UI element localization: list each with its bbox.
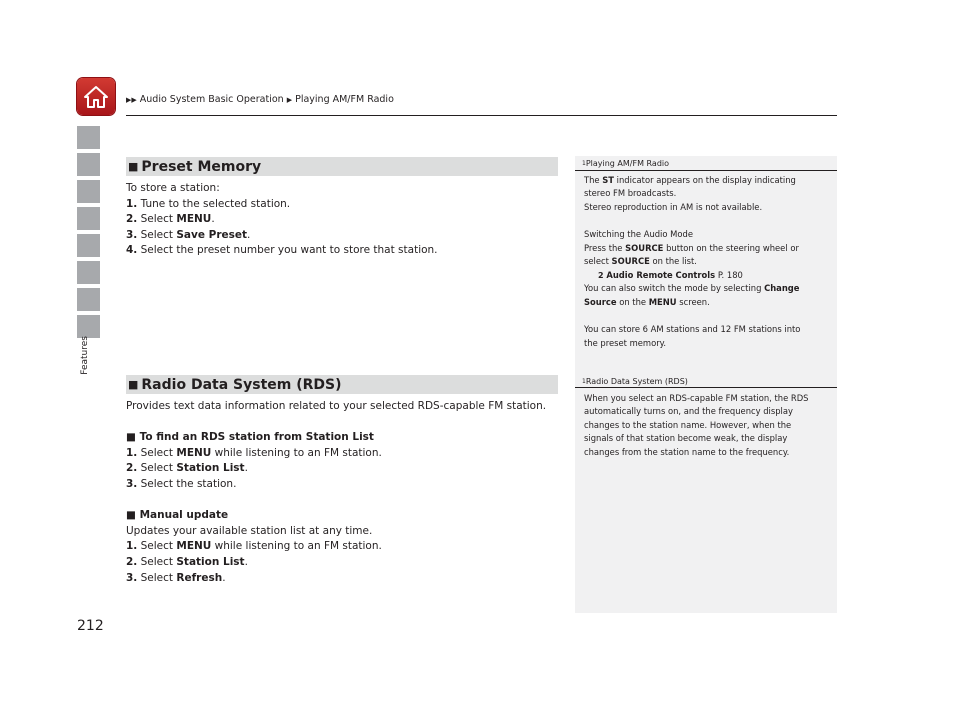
step: 1. Select MENU while listening to an FM station. (126, 446, 382, 459)
black-square-icon: ■ (126, 431, 140, 444)
black-square-icon: ■ (128, 378, 139, 391)
step: 3. Select the station. (126, 477, 237, 490)
note-marker-icon: 1 (582, 160, 586, 167)
reference-arrow-icon: 2 (598, 270, 607, 280)
black-square-icon: ■ (126, 509, 140, 522)
double-arrow-icon: ▶▶ (126, 95, 137, 104)
sub-heading: ■ To find an RDS station from Station List (126, 431, 374, 444)
intro-text: Updates your available station list at any time. (126, 524, 373, 537)
sub-heading: ■ Manual update (126, 509, 229, 522)
side-tab (77, 180, 100, 203)
breadcrumb (126, 94, 394, 105)
intro-text: To store a station: (126, 182, 220, 194)
rds-body (126, 399, 546, 586)
reference-link[interactable]: 2 Audio Remote Controls P. 180 (598, 269, 743, 280)
side-tab (77, 207, 100, 230)
step: 2. Select Station List. (126, 555, 248, 568)
note-playing-am-fm: $^1$Playing AM/FM Radio The ST indicator appears on the display indicating stereo FM broadcasts. Stereo reproduction in AM is not available. Switching the Audio Mode Press the SOURCE button on the steering wheel or select SOURCE on the list. 2 Audio Remote Controls P. 180 You can also switch the mode by selecting Change Source on the MENU screen. You can store 6 AM stations and 12 FM stations into the preset memory. (582, 157, 832, 350)
note-rule (575, 387, 837, 388)
section-title: Preset Memory (141, 158, 262, 175)
side-label: Features (80, 336, 90, 375)
step: 3. Select Refresh. (126, 571, 226, 584)
note-title: $^1$Playing AM/FM Radio (582, 159, 670, 168)
page-number: 212 (77, 618, 104, 634)
black-square-icon: ■ (128, 160, 139, 173)
side-tab (77, 234, 100, 257)
step: 3. Select Save Preset. (126, 228, 251, 241)
side-tab (77, 288, 100, 311)
breadcrumb-item[interactable]: Audio System Basic Operation (139, 94, 284, 105)
side-tab-active (77, 315, 100, 338)
side-tab (77, 126, 100, 149)
home-icon (83, 85, 109, 109)
step: 1. Tune to the selected station. (126, 197, 291, 210)
section-heading-preset (126, 157, 558, 176)
side-tab (77, 261, 100, 284)
arrow-icon: ▶ (286, 95, 293, 104)
note-marker-icon: 1 (582, 378, 586, 385)
header-rule (126, 115, 837, 116)
section-title: Radio Data System (RDS) (141, 376, 342, 393)
note-rds: $^1$Radio Data System (RDS) When you select an RDS-capable FM station, the RDS automatically turns on, and the frequency display changes to the station name. However, when the signals of that station become weak, the display changes from the station name to the frequency. (582, 375, 832, 460)
intro-text: Provides text data information related to your selected RDS-capable FM station. (126, 400, 547, 412)
step: 2. Select MENU. (126, 213, 215, 226)
step: 4. Select the preset number you want to store that station. (126, 244, 438, 257)
step: 2. Select Station List. (126, 462, 248, 475)
note-rule (575, 170, 837, 171)
step: 1. Select MENU while listening to an FM station. (126, 540, 382, 553)
home-button[interactable] (77, 78, 115, 115)
side-tab (77, 153, 100, 176)
note-title: $^1$Radio Data System (RDS) (582, 377, 688, 386)
breadcrumb-item[interactable]: Playing AM/FM Radio (295, 94, 394, 105)
preset-body (126, 181, 438, 259)
section-heading-rds (126, 375, 558, 394)
